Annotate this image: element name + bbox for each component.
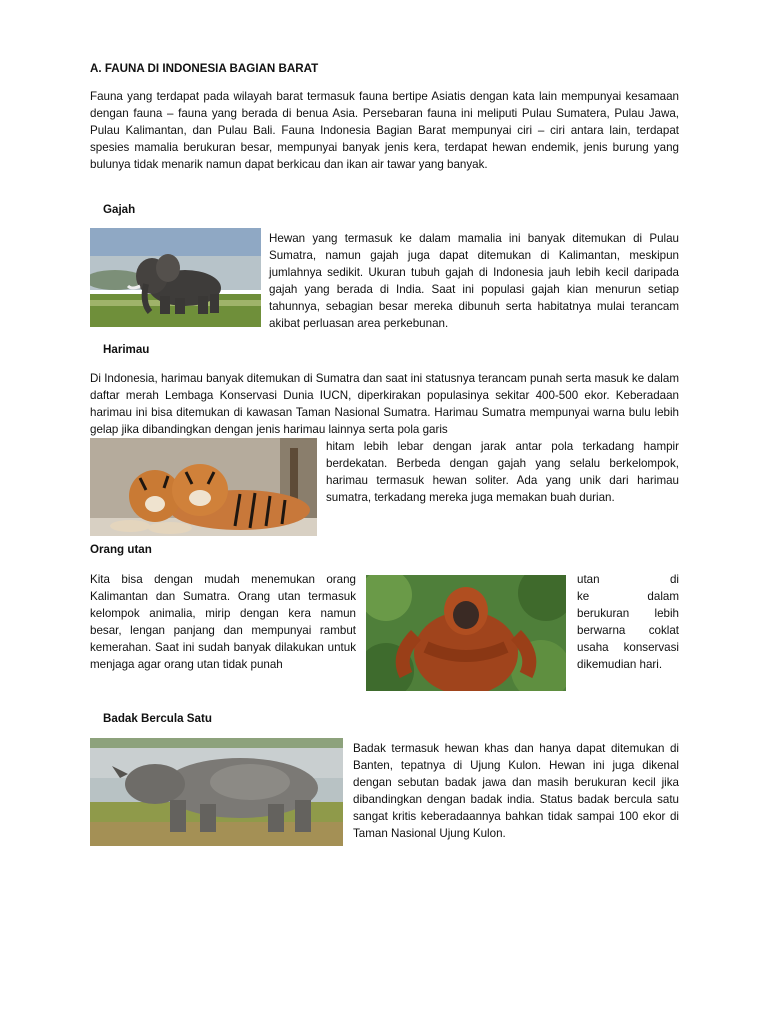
orangutan-right-line: berwarna coklat — [577, 624, 679, 637]
intro-paragraph: Fauna yang terdapat pada wilayah barat termasuk fauna bertipe Asiatis dengan kata lain mempunyai kesamaan dengan fauna – fauna yang berada di benua Asia. Persebaran fauna ini meliputi Pulau Sumatera, Pulau Jawa, Pulau Kalimantan, dan Pulau Bali. Fauna Indonesia Bagian Barat mempunyai ciri – ciri antara lain, terdapat spesies mamalia berukuran besar, mempunyai banyak jenis kera, terdapat hewan endemik, jenis burung yang bulunya tidak menarik namun dapat berkicau dan ikan air tawar yang banyak. — [90, 90, 679, 171]
tiger-image — [90, 438, 317, 536]
gajah-paragraph: Hewan yang termasuk ke dalam mamalia ini banyak ditemukan di Pulau Sumatra, namun gajah juga dapat ditemukan di Kalimantan, meskipun jumlahnya sedikit. Ukuran tubuh gajah di Indonesia jauh lebih kecil daripada gajah yang berada di India. Saat ini populasi gajah kian menurun setiap tahunnya, sebagian besar mereka dibunuh serta habitatnya mulai terancam akibat perluasan area perkebunan. — [269, 232, 679, 330]
orangutan-right-line: dikemudian hari. — [577, 658, 663, 671]
orangutan-right-line: utan di — [577, 573, 679, 586]
orangutan-right-line: ke dalam — [577, 590, 679, 603]
orangutan-image — [366, 575, 566, 691]
orangutan-right-line: usaha konservasi — [577, 641, 679, 654]
badak-heading: Badak Bercula Satu — [103, 712, 212, 725]
orangutan-right-line: berukuran lebih — [577, 607, 679, 620]
gajah-heading: Gajah — [103, 203, 136, 216]
harimau-heading: Harimau — [103, 343, 150, 356]
rhino-image — [90, 738, 343, 846]
orangutan-paragraph-left: Kita bisa dengan mudah menemukan orang Kalimantan dan Sumatra. Orang utan termasuk kelompok animalia, mirip dengan kera namun besar, lengan panjang dan mempunyai rambut kemerahan. Saat ini sudah banyak dilakukan untuk menjaga agar orang utan tidak punah — [90, 573, 356, 671]
section-title: A. FAUNA DI INDONESIA BAGIAN BARAT — [90, 62, 319, 75]
orangutan-heading: Orang utan — [90, 543, 152, 556]
elephant-image — [90, 228, 261, 327]
harimau-paragraph-top: Di Indonesia, harimau banyak ditemukan di Sumatra dan saat ini statusnya terancam punah serta masuk ke dalam daftar merah Lembaga Konservasi Dunia IUCN, diperkirakan populasinya sekitar 400-500 ekor. Keberadaan harimau ini bisa ditemukan di kawasan Taman Nasional Sumatra. Harimau Sumatra mempunyai warna bulu lebih gelap jika dibandingkan dengan jenis harimau lainnya serta pola garis — [90, 372, 679, 436]
orangutan-paragraph-right — [577, 571, 679, 673]
badak-paragraph: Badak termasuk hewan khas dan hanya dapat ditemukan di Banten, tepatnya di Ujung Kulon. Hewan ini juga dikenal dengan sebutan badak jawa dan masih berukuran kecil jika dibandingkan dengan badak india. Status badak bercula satu sangat kritis keberadaannya bahkan tidak sampai 100 ekor di Taman Nasional Ujung Kulon. — [353, 742, 679, 840]
harimau-paragraph-side: hitam lebih lebar dengan jarak antar pola terkadang hampir berdekatan. Berbeda dengan gajah yang selalu berkelompok, harimau termasuk hewan soliter. Ada yang unik dari harimau sumatra, terkadang mereka juga memakan buah durian. — [326, 440, 679, 504]
